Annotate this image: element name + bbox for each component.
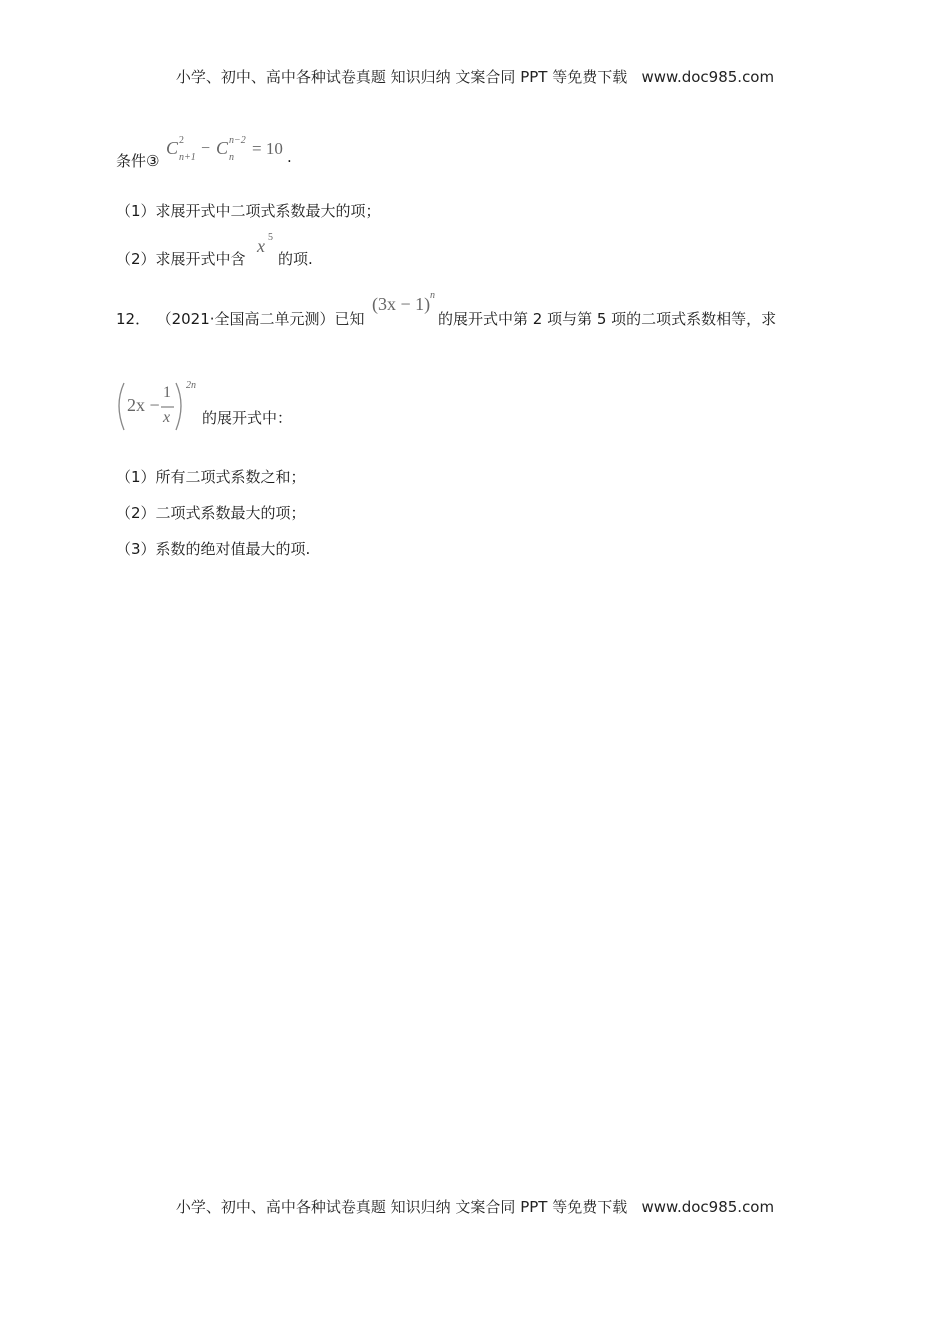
q12-part1: （1）所有二项式系数之和； — [116, 468, 306, 486]
x-exponent: 5 — [268, 232, 273, 243]
binomial-3x-body: (3x − 1) — [372, 294, 431, 314]
condition3-line — [116, 150, 159, 171]
condition3-label: 条件③ — [116, 152, 160, 170]
q12-expansion-suffix: 的展开式中： — [202, 409, 293, 427]
fraction-denominator: x — [163, 409, 171, 426]
q12-part3: （3）系数的绝对值最大的项. — [116, 540, 311, 558]
q11-part2-line — [116, 248, 246, 269]
combination-c1-sup: 2 — [179, 135, 184, 146]
q11-part2-suffix: 的项. — [278, 250, 313, 268]
binomial-2x-exponent: 2n — [186, 380, 196, 391]
minus-sign: − — [201, 140, 211, 157]
footer-banner: 小学、初中、高中各种试卷真题 知识归纳 文案合同 PPT 等免费下载 www.doc985.com — [175, 1198, 775, 1216]
binomial-3x-formula — [372, 290, 438, 322]
binomial-3x-exponent: n — [430, 290, 435, 301]
combination-c2-sup: n−2 — [229, 135, 246, 146]
binomial-2x-formula — [112, 380, 202, 436]
condition3-period: . — [287, 148, 292, 166]
q11-part1: （1）求展开式中二项式系数最大的项； — [116, 202, 381, 220]
q11-part2-prefix: （2）求展开式中含 — [116, 250, 246, 268]
x-base: x — [257, 236, 265, 256]
combination-c1-sub: n+1 — [179, 152, 196, 163]
q12-text: 的展开式中第 2 项与第 5 项的二项式系数相等，求 — [438, 310, 777, 328]
fraction-numerator: 1 — [163, 384, 171, 401]
condition3-formula — [166, 135, 296, 168]
q12-intro-line — [116, 308, 365, 329]
combination-c2-sub: n — [229, 152, 234, 163]
combination-c1: C — [166, 138, 179, 158]
q12-part2: （2）二项式系数最大的项； — [116, 504, 306, 522]
x5-formula — [257, 232, 279, 264]
q12-number: 12． — [116, 310, 151, 328]
combination-c2: C — [216, 138, 229, 158]
q12-source: （2021·全国高二单元测）已知 — [164, 310, 365, 328]
header-banner: 小学、初中、高中各种试卷真题 知识归纳 文案合同 PPT 等免费下载 www.doc985.com — [175, 68, 775, 86]
binomial-2x-left: 2x − — [127, 395, 160, 415]
equals-ten: = 10 — [252, 139, 283, 158]
